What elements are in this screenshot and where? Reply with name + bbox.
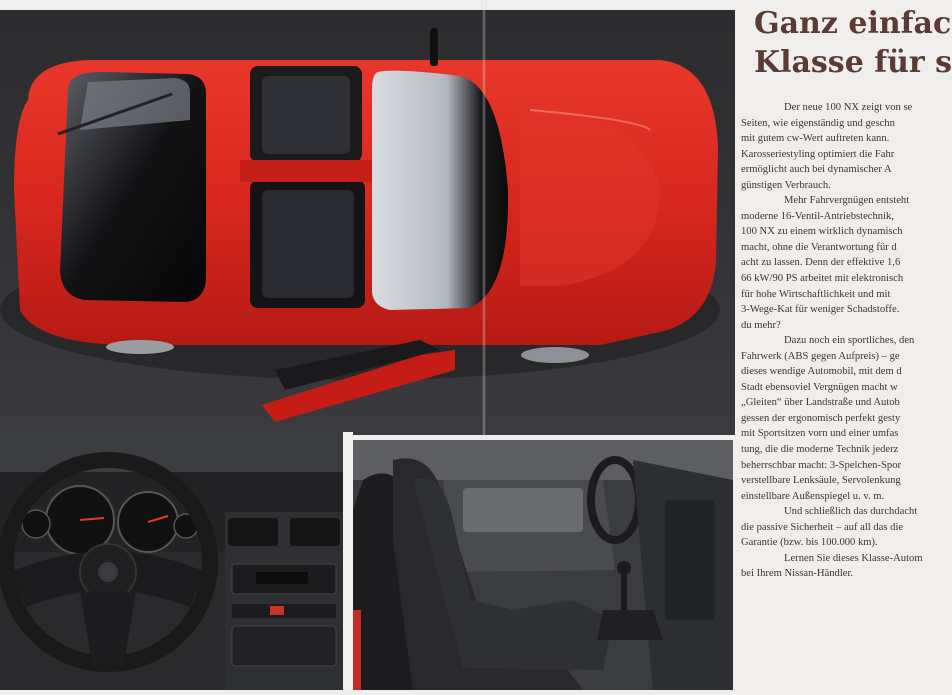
- body-text-line: Karosseriestyling optimiert die Fahr: [741, 148, 895, 160]
- body-text-line: 100 NX zu einem wirklich dynamisch: [741, 226, 903, 238]
- body-text-line: moderne 16-Ventil-Antriebstechnik,: [741, 210, 894, 222]
- dashboard-photo: [0, 432, 343, 690]
- body-text-line: mit Sportsitzen vorn und einer umfas: [741, 428, 899, 440]
- car-top-view-photo: [0, 10, 735, 435]
- car-top-view-illustration: [0, 10, 735, 435]
- body-text-line: dieses wendige Automobil, mit dem d: [741, 366, 902, 378]
- body-text-line: verstellbare Lenksäule, Servolenkung: [741, 475, 901, 487]
- photo-gutter: [343, 432, 353, 690]
- body-text-line: Fahrwerk (ABS gegen Aufpreis) – ge: [741, 350, 900, 362]
- body-copy: [741, 100, 923, 582]
- body-text-line: du mehr?: [741, 319, 781, 331]
- body-text-line: die passive Sicherheit – auf all das die: [741, 521, 904, 533]
- body-text-line: ermöglicht auch bei dynamischer A: [741, 164, 892, 176]
- body-text-line: Garantie (bzw. bis 100.000 km).: [741, 537, 878, 549]
- body-text-line: Lernen Sie dieses Klasse-Autom: [784, 552, 923, 564]
- body-text-line: Stadt ebensoviel Vergnügen macht w: [741, 381, 898, 393]
- body-text-line: für hohe Wirtschaftlichkeit und mit: [741, 288, 891, 300]
- body-text-line: acht zu lassen. Denn der effektive 1,6: [741, 257, 901, 269]
- headline-line-1: Ganz einfac: [754, 6, 952, 41]
- body-text-line: günstigen Verbrauch.: [741, 179, 831, 191]
- dashboard-illustration: [0, 432, 343, 690]
- body-text-line: bei Ihrem Nissan-Händler.: [741, 568, 854, 580]
- body-text-line: Seiten, wie eigenständig und geschn: [741, 117, 895, 129]
- body-text-line: macht, ohne die Verantwortung für d: [741, 241, 897, 253]
- body-text-line: Der neue 100 NX zeigt von se: [784, 102, 913, 113]
- body-text-line: beherrschbar macht: 3-Speichen-Spor: [741, 459, 902, 471]
- body-text-line: „Gleiten“ über Landstraße und Autob: [741, 397, 900, 409]
- body-text-line: tung, die die moderne Technik jederz: [741, 444, 899, 456]
- body-text-line: mit gutem cw-Wert auftreten kann.: [741, 133, 890, 145]
- interior-seats-photo: [353, 440, 733, 690]
- body-text-line: Dazu noch ein sportliches, den: [784, 335, 915, 347]
- body-text-line: 66 kW/90 PS arbeitet mit elektronisch: [741, 273, 904, 285]
- body-text-line: einstellbare Außenspiegel u. v. m.: [741, 490, 885, 502]
- body-text-line: Und schließlich das durchdacht: [784, 506, 918, 518]
- interior-illustration: [353, 440, 733, 690]
- page-headline: [754, 4, 952, 82]
- body-text-line: gessen der ergonomisch perfekt gesty: [741, 412, 901, 424]
- body-text-line: Mehr Fahrvergnügen entsteht: [784, 195, 910, 207]
- headline-line-2: Klasse für s: [754, 45, 952, 80]
- body-text-line: 3-Wege-Kat für weniger Schadstoffe.: [741, 304, 900, 316]
